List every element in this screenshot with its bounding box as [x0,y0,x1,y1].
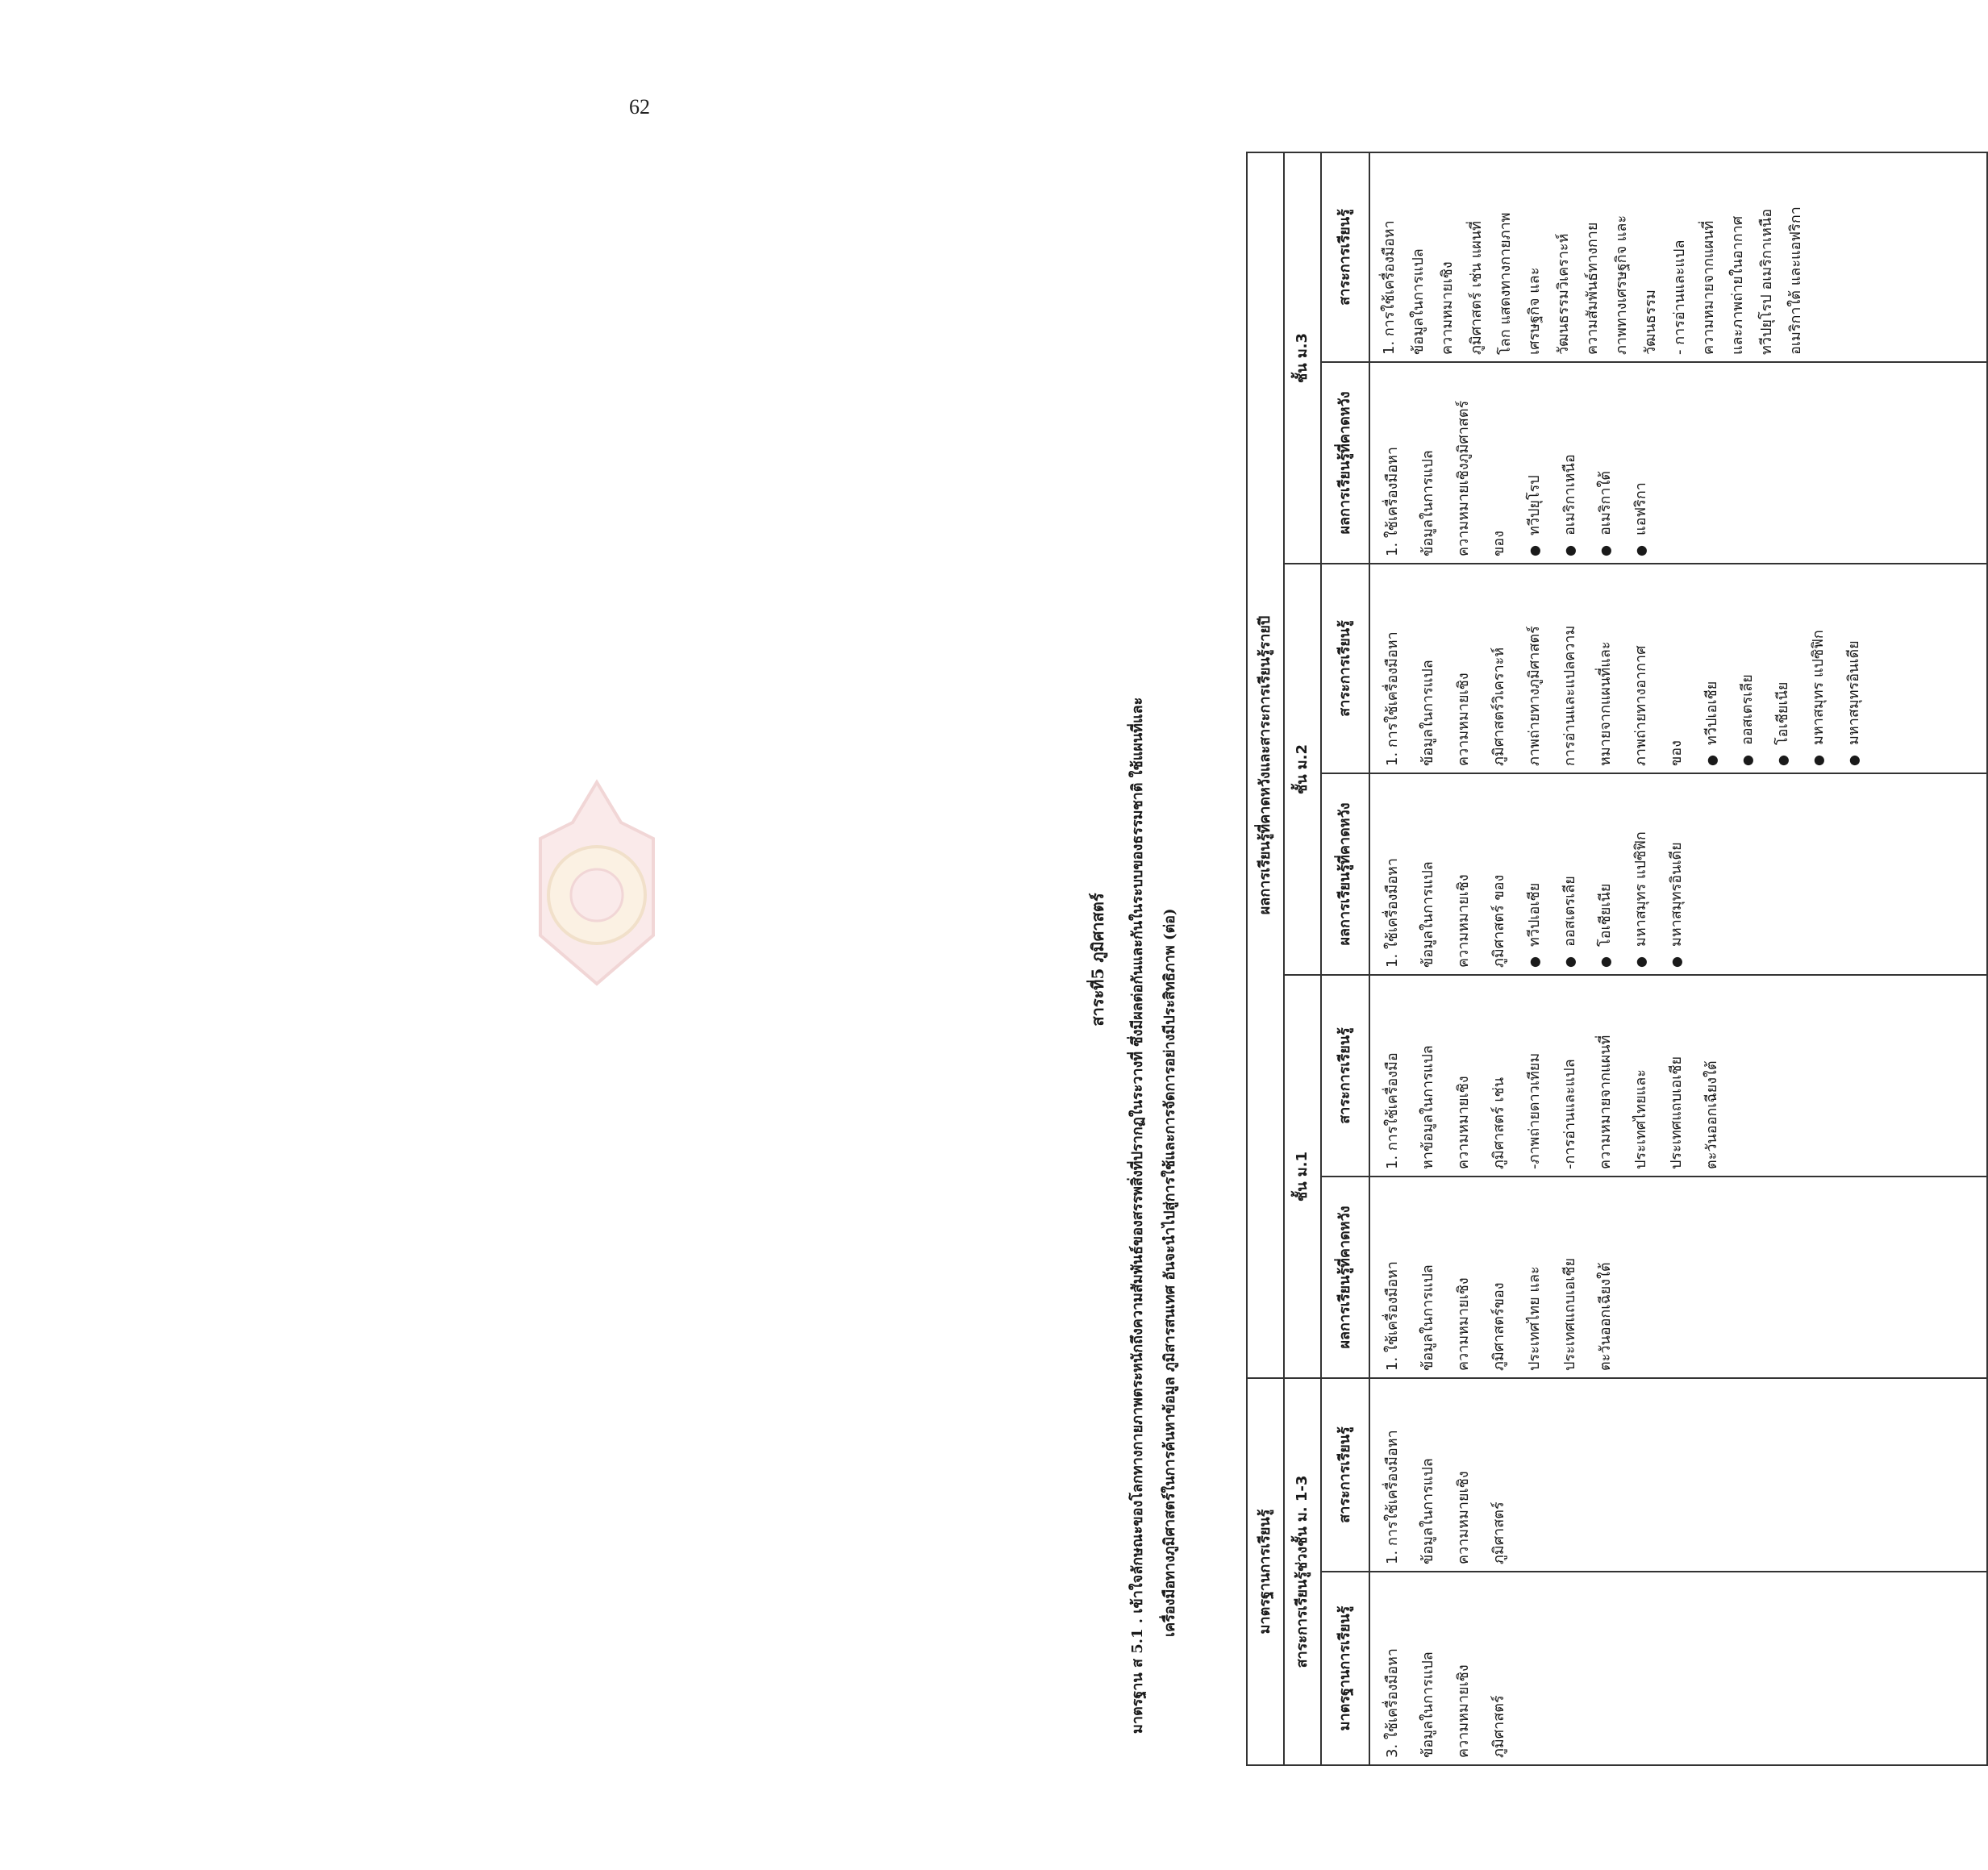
cell-m2-content: 1. การใช้เครื่องมือหา ข้อมูลในการแปล ความหมายเชิง ภูมิศาสตร์วิเคราะห์ ภาพถ่ายทางภูมิศาสตร์ การอ่านและแปลความ หมายจากแผนที่และ ภาพถ่ายทางอากาศ ของ ● ทวีปเอเชีย ● ออสเตรเลีย ● โอเชียเนีย ● มหาสมุทร แปซิฟิก ● มหาสมุทรอินเดีย [1369,564,1987,773]
header-standard-group: มาตรฐานการเรียนรู้ [1247,1378,1284,1765]
cell-standard: 3. ใช้เครื่องมือหา ข้อมูลในการแปล ความหมายเชิง ภูมิศาสตร์ [1369,1572,1987,1765]
header-core-content: สาระการเรียนรู้ช่วงชั้น ม. 1-3 [1284,1378,1321,1765]
list-item: ● ออสเตรเลีย [1730,571,1765,766]
col-m3-outcome: ผลการเรียนรู้ที่คาดหวัง [1321,362,1369,564]
list-item: ● โอเชียเนีย [1588,781,1623,968]
list-item: ● แอฟริกา [1623,369,1659,556]
cell-m1-outcome: 1. ใช้เครื่องมือหา ข้อมูลในการแปล ความหมายเชิง ภูมิศาสตร์ของ ประเทศไทย และ ประเทศแถบเอเชีย ตะวันออกเฉียงใต้ [1369,1177,1987,1378]
header-outcomes-group: ผลการเรียนรู้ที่คาดหวังและสาระการเรียนรู้รายปี [1247,152,1284,1378]
standard-line-2: เครื่องมือทางภูมิศาสตร์ในการค้นหาข้อมูล ภูมิสารสนเทศ อันจะนำไปสู่การใช้และการจัดการอย่างมีประสิทธิภาพ (ต่อ) [1161,908,1178,1637]
header-grade-m2: ชั้น ม.2 [1284,564,1321,975]
header-grade-m1: ชั้น ม.1 [1284,975,1321,1378]
table-row [1369,152,1987,1765]
school-emblem-watermark [516,774,677,992]
cell-core-content: 1. การใช้เครื่องมือหา ข้อมูลในการแปล ความหมายเชิง ภูมิศาสตร์ [1369,1378,1987,1572]
col-m2-content: สาระการเรียนรู้ [1321,564,1369,773]
list-item: ● ทวีปยุโรป [1517,369,1552,556]
col-m1-outcome: ผลการเรียนรู้ที่คาดหวัง [1321,1177,1369,1378]
standard-line-1: มาตรฐาน ส 5.1 . เข้าใจลักษณะของโลกทางกายภาพตระหนักถึงความสัมพันธ์ของสรรพสิ่งที่ปรากฏในระวางที่ ซึ่งมีผลต่อกันและกันในระบบของธรรมชาติ ใช้แผนที่และ [1129,697,1146,1734]
col-standard: มาตรฐานการเรียนรู้ [1321,1572,1369,1765]
list-item: ● ออสเตรเลีย [1552,781,1588,968]
col-core-content: สาระการเรียนรู้ [1321,1378,1369,1572]
list-item: ● อเมริกาเหนือ [1552,369,1588,556]
header-grade-m3: ชั้น ม.3 [1284,152,1321,564]
header-block [1077,153,1262,1766]
strand-title: สาระที่5 ภูมิศาสตร์ [1088,893,1107,1027]
list-item: ● มหาสมุทร แปซิฟิก [1623,781,1659,968]
col-m3-content: สาระการเรียนรู้ [1321,152,1369,362]
cell-m3-content: 1. การใช้เครื่องมือหา ข้อมูลในการแปล ความหมายเชิง ภูมิศาสตร์ เช่น แผนที่ โลก แสดงทางกายภาพ เศรษฐกิจ และ วัฒนธรรมวิเคราะห์ ความสัมพันธ์ทางกาย ภาพทางเศรษฐกิจ และ วัฒนธรรม - การอ่านและแปล ความหมายจากแผนที่ และภาพถ่ายในอากาศ ทวีปยุโรป อเมริกาเหนือ อเมริกาใต้ และแอฟริกา [1369,152,1987,362]
list-item: ● อเมริกาใต้ [1588,369,1623,556]
list-item: ● โอเชียเนีย [1765,571,1801,766]
list-item: ● มหาสมุทรอินเดีย [1659,781,1694,968]
list-item: ● มหาสมุทร แปซิฟิก [1801,571,1836,766]
list-item: ● ทวีปเอเชีย [1517,781,1552,968]
col-m2-outcome: ผลการเรียนรู้ที่คาดหวัง [1321,773,1369,975]
cell-m1-content: 1. การใช้เครื่องมือ หาข้อมูลในการแปล ความหมายเชิง ภูมิศาสตร์ เช่น -ภาพถ่ายดาวเทียม -การอ่านและแปล ความหมายจากแผนที่ ประเทศไทยและ ประเทศแถบเอเชีย ตะวันออกเฉียงใต้ [1369,975,1987,1177]
list-item: ● ทวีปเอเชีย [1694,571,1730,766]
col-m1-content: สาระการเรียนรู้ [1321,975,1369,1177]
cell-m2-outcome: 1. ใช้เครื่องมือหา ข้อมูลในการแปล ความหมายเชิง ภูมิศาสตร์ ของ ● ทวีปเอเชีย ● ออสเตรเลีย ● โอเชียเนีย ● มหาสมุทร แปซิฟิก ● มหาสมุทรอินเดีย [1369,773,1987,975]
curriculum-table [1246,152,1988,1766]
page-number: 62 [629,95,650,119]
rotated-content [1077,153,1988,1766]
cell-m3-outcome: 1. ใช้เครื่องมือหา ข้อมูลในการแปล ความหมายเชิงภูมิศาสตร์ ของ ● ทวีปยุโรป ● อเมริกาเหนือ ● อเมริกาใต้ ● แอฟริกา [1369,362,1987,564]
list-item: ● มหาสมุทรอินเดีย [1836,571,1872,766]
